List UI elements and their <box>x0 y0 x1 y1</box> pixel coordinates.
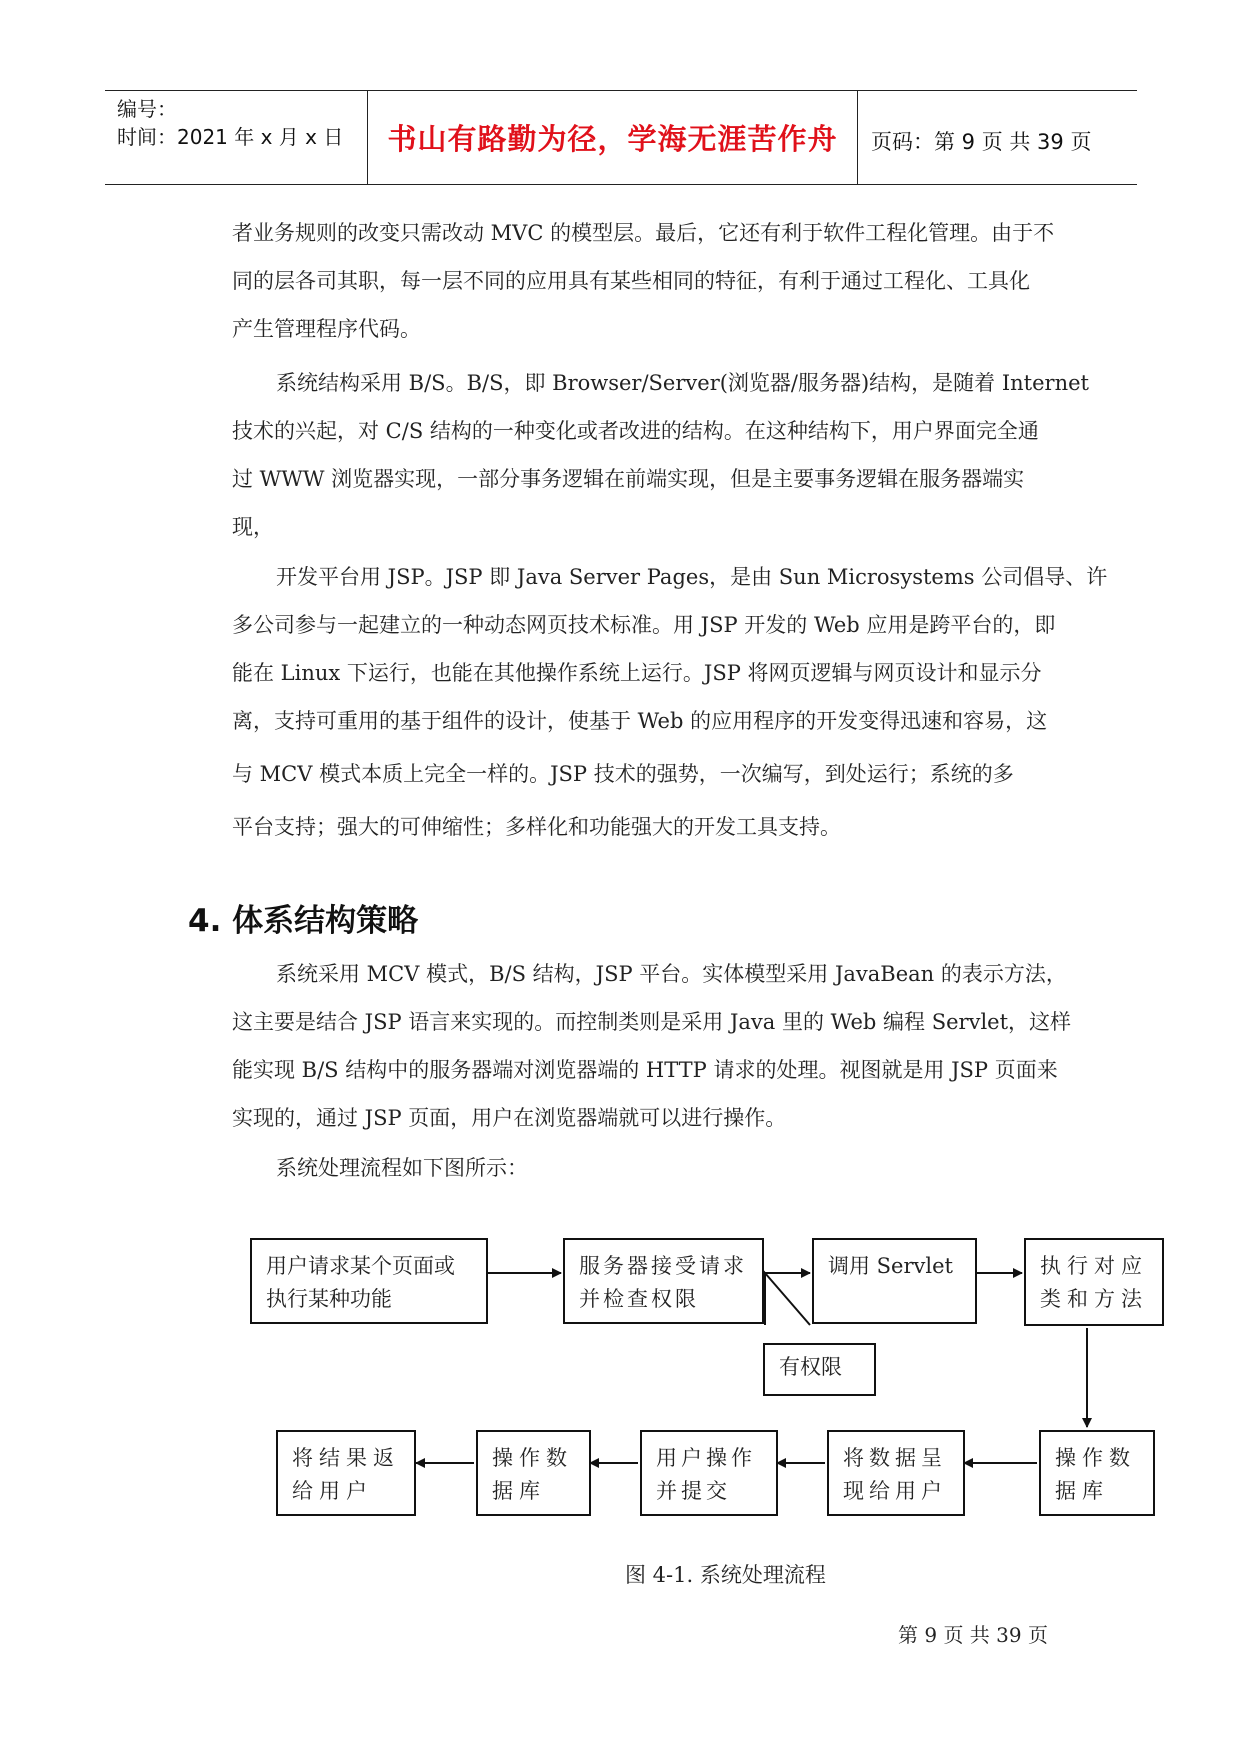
document-time-label: 时间：2021 年 x 月 x 日 <box>117 125 344 149</box>
text-line: 者业务规则的改变只需改动 MVC 的模型层。最后，它还有利于软件工程化管理。由于不 <box>232 221 1055 245</box>
flow-box-text: 有权限 <box>779 1355 842 1379</box>
flow-box-text: 并提交 <box>656 1479 731 1503</box>
paragraph-mvc-benefits <box>232 209 1054 353</box>
flow-box-text: 类和方法 <box>1040 1287 1148 1311</box>
text-line: 过 WWW 浏览器实现，一部分事务逻辑在前端实现，但是主要事务逻辑在服务器端实 <box>232 467 1025 491</box>
flow-box-text: 用户操作 <box>656 1446 756 1470</box>
header-page-number: 页码：第 9 页 共 39 页 <box>871 130 1092 154</box>
section-heading: 4. 体系结构策略 <box>188 903 419 939</box>
flow-box-text: 据库 <box>492 1479 546 1503</box>
flow-box-text: 据库 <box>1055 1479 1109 1503</box>
header-page-cell <box>857 91 1137 184</box>
flow-box-present-data <box>827 1430 965 1516</box>
flow-box-operate-db-2 <box>476 1430 591 1516</box>
flow-box-return-result <box>276 1430 416 1516</box>
flow-box-execute-class <box>1024 1238 1164 1326</box>
flow-box-text: 给用户 <box>292 1479 373 1503</box>
page-footer: 第 9 页 共 39 页 <box>898 1623 1048 1647</box>
page-header <box>105 90 1137 185</box>
text-line: 这主要是结合 JSP 语言来实现的。而控制类则是采用 Java 里的 Web 编程 Servlet，这样 <box>232 1010 1072 1034</box>
flow-callout-authorized <box>763 1343 876 1396</box>
flow-box-text: 执行对应 <box>1040 1254 1148 1278</box>
text-line: 多公司参与一起建立的一种动态网页技术标准。用 JSP 开发的 Web 应用是跨平台的，即 <box>232 613 1056 637</box>
callout-pointer <box>765 1273 810 1325</box>
flow-box-user-request <box>250 1238 488 1324</box>
text-line: 系统采用 MCV 模式，B/S 结构，JSP 平台。实体模型采用 JavaBean 的表示方法， <box>276 962 1067 986</box>
flow-box-user-submit <box>640 1430 778 1516</box>
paragraph-jsp-platform <box>232 553 1108 851</box>
flow-box-operate-db-1 <box>1039 1430 1155 1516</box>
document-number-label: 编号： <box>117 97 177 121</box>
flow-box-text: 操作数 <box>492 1446 573 1470</box>
flow-box-text: 将结果返 <box>292 1446 400 1470</box>
paragraph-flow-intro <box>232 1144 1054 1192</box>
flow-box-text: 将数据呈 <box>843 1446 947 1470</box>
flow-box-text: 并检查权限 <box>579 1287 699 1311</box>
paragraph-bs-structure <box>232 359 1089 551</box>
header-motto-cell <box>367 91 858 184</box>
flow-box-text: 用户请求某个页面或 <box>266 1254 455 1278</box>
text-line: 开发平台用 JSP。JSP 即 Java Server Pages，是由 Sun Microsystems 公司倡导、许 <box>276 565 1108 589</box>
flow-box-text: 执行某种功能 <box>266 1287 392 1311</box>
flow-box-text: 操作数 <box>1055 1446 1136 1470</box>
text-line: 能实现 B/S 结构中的服务器端对浏览器端的 HTTP 请求的处理。视图就是用 JSP 页面来 <box>232 1058 1058 1082</box>
text-line: 系统处理流程如下图所示： <box>276 1156 528 1180</box>
text-line: 产生管理程序代码。 <box>232 317 421 341</box>
flow-box-text: 调用 Servlet <box>828 1254 953 1278</box>
paragraph-architecture <box>232 950 1072 1142</box>
text-line: 系统结构采用 B/S。B/S，即 Browser/Server(浏览器/服务器)结构，是随着 Internet <box>276 371 1089 395</box>
text-line: 技术的兴起，对 C/S 结构的一种变化或者改进的结构。在这种结构下，用户界面完全通 <box>232 419 1039 443</box>
text-line: 平台支持；强大的可伸缩性；多样化和功能强大的开发工具支持。 <box>232 815 841 839</box>
header-meta-cell <box>105 91 367 184</box>
text-line: 实现的，通过 JSP 页面，用户在浏览器端就可以进行操作。 <box>232 1106 787 1130</box>
text-line: 同的层各司其职，每一层不同的应用具有某些相同的特征，有利于通过工程化、工具化 <box>232 269 1030 293</box>
text-line: 能在 Linux 下运行，也能在其他操作系统上运行。JSP 将网页逻辑与网页设计和显示分 <box>232 661 1042 685</box>
text-line: 离，支持可重用的基于组件的设计，使基于 Web 的应用程序的开发变得迅速和容易，这 <box>232 709 1048 733</box>
text-line: 现， <box>232 515 274 539</box>
header-motto: 书山有路勤为径，学海无涯苦作舟 <box>387 122 838 156</box>
flow-box-text: 现给用户 <box>843 1479 947 1503</box>
figure-caption: 图 4-1. 系统处理流程 <box>625 1563 826 1587</box>
text-line: 与 MCV 模式本质上完全一样的。JSP 技术的强势，一次编写，到处运行；系统的多 <box>232 762 1014 786</box>
flow-box-server-check <box>563 1238 764 1324</box>
flow-box-text: 服务器接受请求 <box>579 1254 747 1278</box>
flow-box-call-servlet <box>812 1238 977 1324</box>
